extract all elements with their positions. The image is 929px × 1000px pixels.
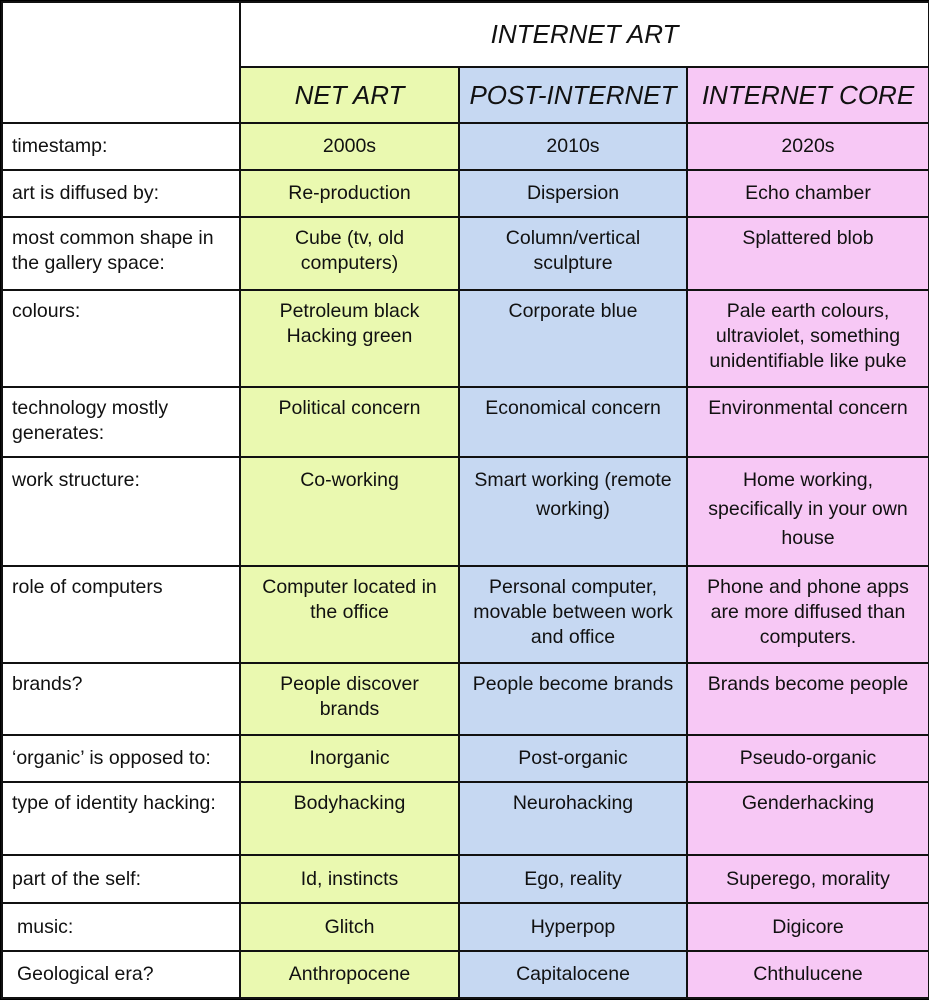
internet-core-cell: Phone and phone apps are more diffused than computers. xyxy=(687,566,929,663)
internet-core-cell: Brands become people xyxy=(687,663,929,735)
table-row xyxy=(2,903,929,951)
row-label: technology mostly generates: xyxy=(2,387,240,457)
row-label: Geological era? xyxy=(2,951,240,998)
post-internet-cell: People become brands xyxy=(459,663,687,735)
internet-art-header: INTERNET ART xyxy=(240,2,929,67)
row-label: type of identity hacking: xyxy=(2,782,240,855)
row-label: role of computers xyxy=(2,566,240,663)
net-art-cell: Id, instincts xyxy=(240,855,459,903)
post-internet-cell: Hyperpop xyxy=(459,903,687,951)
net-art-cell: Co-working xyxy=(240,457,459,566)
row-label: colours: xyxy=(2,290,240,387)
row-label: work structure: xyxy=(2,457,240,566)
table-row xyxy=(2,663,929,735)
internet-core-cell: Superego, morality xyxy=(687,855,929,903)
table-row xyxy=(2,457,929,566)
post-internet-cell: Smart working (remote working) xyxy=(459,457,687,566)
row-label: timestamp: xyxy=(2,123,240,170)
internet-core-cell: Pale earth colours, ultraviolet, something unidentifiable like puke xyxy=(687,290,929,387)
row-label: music: xyxy=(2,903,240,951)
table-row xyxy=(2,566,929,663)
corner-cell xyxy=(2,2,240,123)
internet-core-cell: Echo chamber xyxy=(687,170,929,217)
row-label: art is diffused by: xyxy=(2,170,240,217)
row-label: brands? xyxy=(2,663,240,735)
internet-core-cell: Digicore xyxy=(687,903,929,951)
row-label: ‘organic’ is opposed to: xyxy=(2,735,240,782)
post-internet-cell: Personal computer, movable between work and office xyxy=(459,566,687,663)
table-row xyxy=(2,855,929,903)
net-art-cell: Bodyhacking xyxy=(240,782,459,855)
table-row xyxy=(2,123,929,170)
net-art-cell: Cube (tv, old computers) xyxy=(240,217,459,290)
table-row xyxy=(2,387,929,457)
table-row xyxy=(2,951,929,998)
internet-core-cell: 2020s xyxy=(687,123,929,170)
net-art-cell: Anthropocene xyxy=(240,951,459,998)
net-art-cell: Inorganic xyxy=(240,735,459,782)
net-art-header: NET ART xyxy=(240,67,459,123)
net-art-cell: Political concern xyxy=(240,387,459,457)
internet-core-cell: Chthulucene xyxy=(687,951,929,998)
internet-core-header: INTERNET CORE xyxy=(687,67,929,123)
post-internet-cell: Corporate blue xyxy=(459,290,687,387)
post-internet-cell: Ego, reality xyxy=(459,855,687,903)
internet-core-cell: Environmental concern xyxy=(687,387,929,457)
row-label: most common shape in the gallery space: xyxy=(2,217,240,290)
internet-core-cell: Splattered blob xyxy=(687,217,929,290)
comparison-table xyxy=(1,1,929,999)
post-internet-cell: 2010s xyxy=(459,123,687,170)
net-art-cell: Computer located in the office xyxy=(240,566,459,663)
internet-core-cell: Genderhacking xyxy=(687,782,929,855)
net-art-cell: Petroleum black Hacking green xyxy=(240,290,459,387)
post-internet-cell: Economical concern xyxy=(459,387,687,457)
post-internet-cell: Neurohacking xyxy=(459,782,687,855)
table-row xyxy=(2,735,929,782)
table-row xyxy=(2,170,929,217)
table-row xyxy=(2,217,929,290)
post-internet-cell: Dispersion xyxy=(459,170,687,217)
header-row-main xyxy=(2,2,929,67)
post-internet-cell: Column/vertical sculpture xyxy=(459,217,687,290)
table-row xyxy=(2,782,929,855)
table-row xyxy=(2,290,929,387)
internet-core-cell: Pseudo-organic xyxy=(687,735,929,782)
net-art-cell: 2000s xyxy=(240,123,459,170)
post-internet-cell: Post-organic xyxy=(459,735,687,782)
net-art-cell: Re-production xyxy=(240,170,459,217)
post-internet-header: POST-INTERNET xyxy=(459,67,687,123)
net-art-cell: People discover brands xyxy=(240,663,459,735)
row-label: part of the self: xyxy=(2,855,240,903)
net-art-cell: Glitch xyxy=(240,903,459,951)
post-internet-cell: Capitalocene xyxy=(459,951,687,998)
internet-core-cell: Home working, specifically in your own house xyxy=(687,457,929,566)
